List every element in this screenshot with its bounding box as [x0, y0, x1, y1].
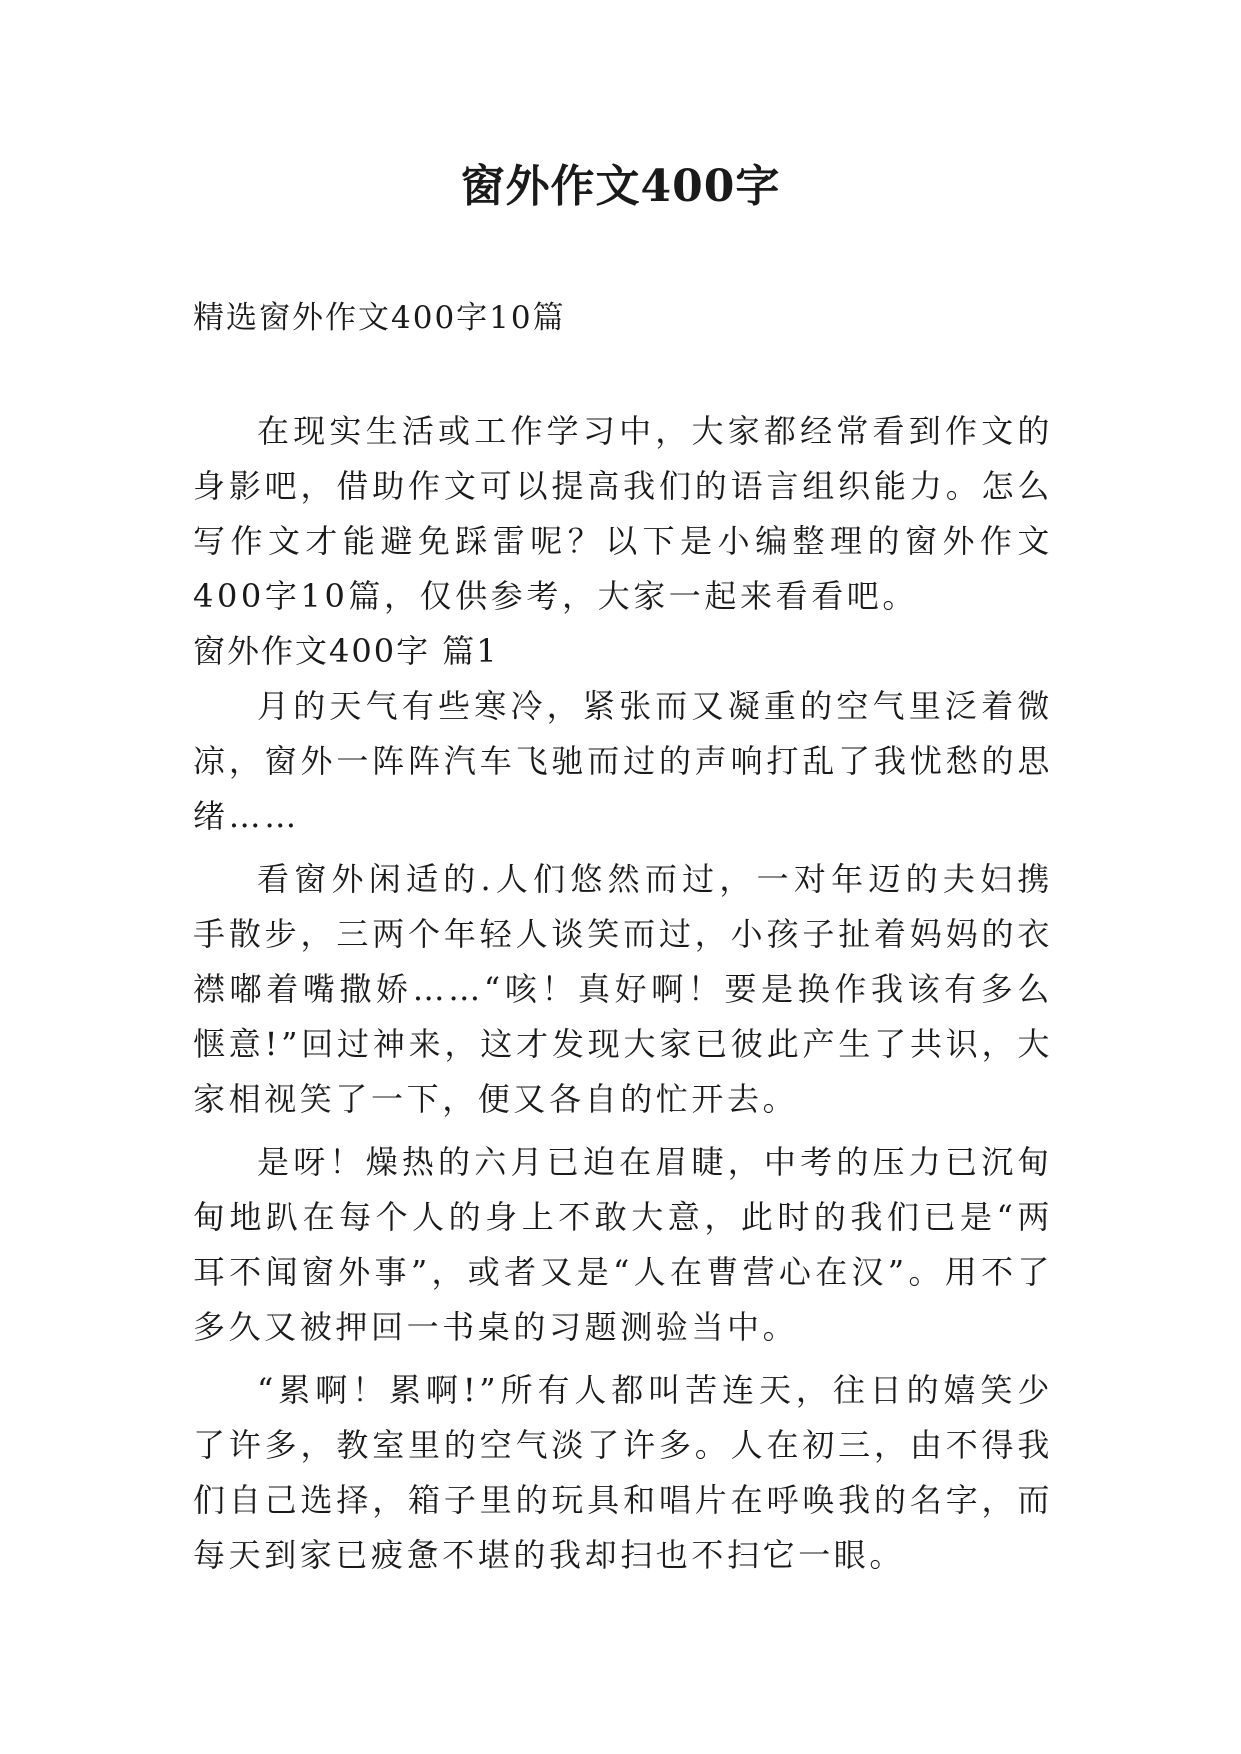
body-paragraph-1: 月的天气有些寒冷，紧张而又凝重的空气里泛着微凉，窗外一阵阵汽车飞驰而过的声响打乱了我忧愁的思绪…… — [193, 687, 1053, 835]
section-heading: 窗外作文400字 篇1 — [193, 632, 499, 670]
intro-paragraph: 在现实生活或工作学习中，大家都经常看到作文的身影吧，借助作文可以提高我们的语言组织能力。怎么写作文才能避免踩雷呢？以下是小编整理的窗外作文400字10篇，仅供参考，大家一起来看看吧。 — [193, 412, 1053, 615]
body-paragraph-3: 是呀！燥热的六月已迫在眉睫，中考的压力已沉甸甸地趴在每个人的身上不敢大意，此时的我们已是“两耳不闻窗外事”，或者又是“人在曹营心在汉”。用不了多久又被押回一书桌的习题测验当中。 — [193, 1143, 1053, 1346]
body-paragraph-2: 看窗外闲适的.人们悠然而过，一对年迈的夫妇携手散步，三两个年轻人谈笑而过，小孩子扯着妈妈的衣襟嘟着嘴撒娇……“咳！真好啊！要是换作我该有多么惬意!”回过神来，这才发现大家已彼此产生了共识，大家相视笑了一下，便又各自的忙开去。 — [193, 860, 1053, 1118]
document-title: 窗外作文400字 — [460, 161, 781, 212]
body-paragraph-4: “累啊！累啊!”所有人都叫苦连天，往日的嬉笑少了许多，教室里的空气淡了许多。人在初三，由不得我们自己选择，箱子里的玩具和唱片在呼唤我的名字，而每天到家已疲惫不堪的我却扫也不扫它一眼。 — [193, 1371, 1053, 1574]
document-subtitle: 精选窗外作文400字10篇 — [193, 300, 566, 336]
document-body — [193, 404, 1053, 1583]
